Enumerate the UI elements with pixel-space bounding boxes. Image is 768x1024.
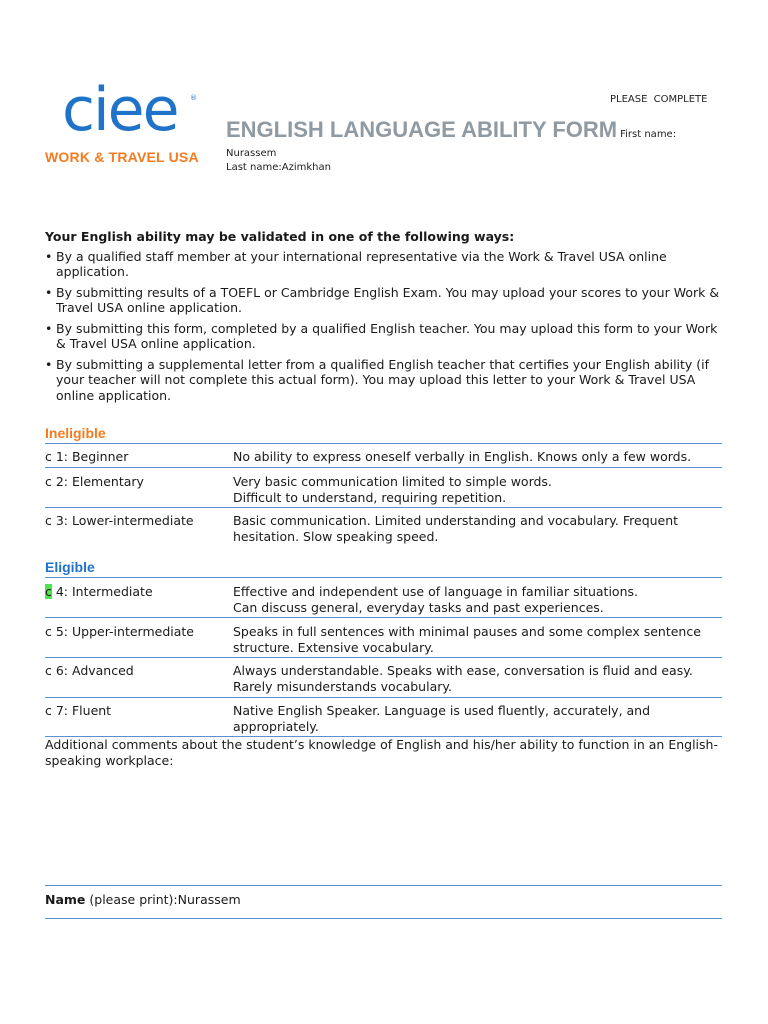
level-option-intermediate[interactable] xyxy=(45,584,230,600)
level-option-beginner[interactable] xyxy=(45,449,230,465)
ciee-logo: ciee xyxy=(62,75,178,145)
additional-comments-label: Additional comments about the student’s knowledge of English and his/her ability to function in an English-speaking workplace: xyxy=(45,737,718,768)
level-description xyxy=(233,584,723,616)
level-row-fluent xyxy=(45,703,725,735)
logo-subtitle: WORK & TRAVEL USA xyxy=(45,149,199,165)
level-row-advanced xyxy=(45,663,725,695)
level-label: 1: Beginner xyxy=(51,449,129,464)
checkbox-mark[interactable]: c xyxy=(45,449,52,464)
list-item-text: By submitting results of a TOEFL or Cambridge English Exam. You may upload your scores to your Work & Travel USA online application. xyxy=(56,284,720,315)
divider xyxy=(45,918,722,919)
ciee-logo-registered-mark: ® xyxy=(190,94,197,102)
form-title xyxy=(226,117,676,143)
level-description-line: Always understandable. Speaks with ease, conversation is fluid and easy. xyxy=(233,663,693,678)
level-description-line: Difficult to understand, requiring repetition. xyxy=(233,490,507,505)
list-item-text: By submitting this form, completed by a qualified English teacher. You may upload this form to your Work & Travel USA online application. xyxy=(56,320,718,351)
level-label: 6: Advanced xyxy=(51,663,134,678)
list-item xyxy=(45,321,725,352)
list-item-text: By a qualified staff member at your international representative via the Work & Travel USA online application. xyxy=(56,248,667,279)
divider xyxy=(45,577,722,578)
level-label: 5: Upper-intermediate xyxy=(51,624,194,639)
level-label: 3: Lower-intermediate xyxy=(51,513,194,528)
checkbox-mark[interactable]: c xyxy=(45,624,52,639)
level-description: Native English Speaker. Language is used fluently, accurately, and appropriately. xyxy=(233,703,651,734)
list-item xyxy=(45,285,725,316)
please-complete-note: PLEASE COMPLETE xyxy=(610,94,708,105)
name-label-bold: Name xyxy=(45,892,86,907)
level-option-advanced[interactable] xyxy=(45,663,230,679)
level-option-elementary[interactable] xyxy=(45,474,230,490)
level-option-fluent[interactable] xyxy=(45,703,230,719)
checkbox-mark[interactable]: c xyxy=(45,663,52,678)
level-row-lower-intermediate xyxy=(45,513,725,545)
name-field[interactable] xyxy=(45,892,241,907)
level-label: 4: Intermediate xyxy=(51,584,153,599)
level-description-line: Effective and independent use of language in familiar situations. xyxy=(233,584,638,599)
checkbox-mark-selected[interactable]: c xyxy=(45,584,52,599)
first-name-label: First name: xyxy=(620,129,677,140)
level-description xyxy=(233,663,723,695)
level-description-line: Very basic communication limited to simple words. xyxy=(233,474,552,489)
divider xyxy=(45,507,722,508)
divider xyxy=(45,617,722,618)
list-item xyxy=(45,357,725,404)
validation-intro xyxy=(45,229,725,408)
level-description xyxy=(233,474,723,506)
divider xyxy=(45,443,722,444)
eligible-heading: Eligible xyxy=(45,559,95,575)
level-row-elementary xyxy=(45,474,725,506)
level-row-intermediate xyxy=(45,584,725,616)
name-label-rest: (please print): xyxy=(85,892,178,907)
divider xyxy=(45,467,722,468)
level-description: Basic communication. Limited understanding and vocabulary. Frequent hesitation. Slow speaking speed. xyxy=(233,513,679,544)
level-row-upper-intermediate xyxy=(45,624,725,656)
level-description: Speaks in full sentences with minimal pauses and some complex sentence structure. Extensive vocabulary. xyxy=(233,624,701,655)
ineligible-heading: Ineligible xyxy=(45,425,106,441)
level-option-upper-intermediate[interactable] xyxy=(45,624,230,640)
checkbox-mark[interactable]: c xyxy=(45,474,52,489)
checkbox-mark[interactable]: c xyxy=(45,703,52,718)
divider xyxy=(45,657,722,658)
bullet: • xyxy=(45,248,53,264)
bullet: • xyxy=(45,320,53,336)
level-label: 2: Elementary xyxy=(51,474,144,489)
additional-comments-area[interactable] xyxy=(45,770,722,880)
name-value: Nurassem xyxy=(177,892,241,907)
validation-methods-list xyxy=(45,249,725,404)
divider xyxy=(45,885,722,886)
divider xyxy=(45,697,722,698)
level-label: 7: Fluent xyxy=(51,703,112,718)
form-title-text: ENGLISH LANGUAGE ABILITY FORM xyxy=(226,117,618,142)
level-row-beginner xyxy=(45,449,725,469)
level-description-line: Rarely misunderstands vocabulary. xyxy=(233,679,452,694)
level-description: No ability to express oneself verbally in English. Knows only a few words. xyxy=(233,449,692,464)
intro-lead: Your English ability may be validated in one of the following ways: xyxy=(45,229,515,244)
level-description-line: Can discuss general, everyday tasks and past experiences. xyxy=(233,600,604,615)
list-item-text: By submitting a supplemental letter from a qualified English teacher that certifies your English ability (if your teacher will not complete this actual form). You may upload this letter to your Work & Travel USA online application. xyxy=(56,356,710,403)
bullet: • xyxy=(45,356,53,372)
level-option-lower-intermediate[interactable] xyxy=(45,513,230,529)
last-name-line: Last name:Azimkhan xyxy=(226,162,331,173)
first-name-value: Nurassem xyxy=(226,148,277,159)
checkbox-mark[interactable]: c xyxy=(45,513,52,528)
list-item xyxy=(45,249,725,280)
bullet: • xyxy=(45,284,53,300)
